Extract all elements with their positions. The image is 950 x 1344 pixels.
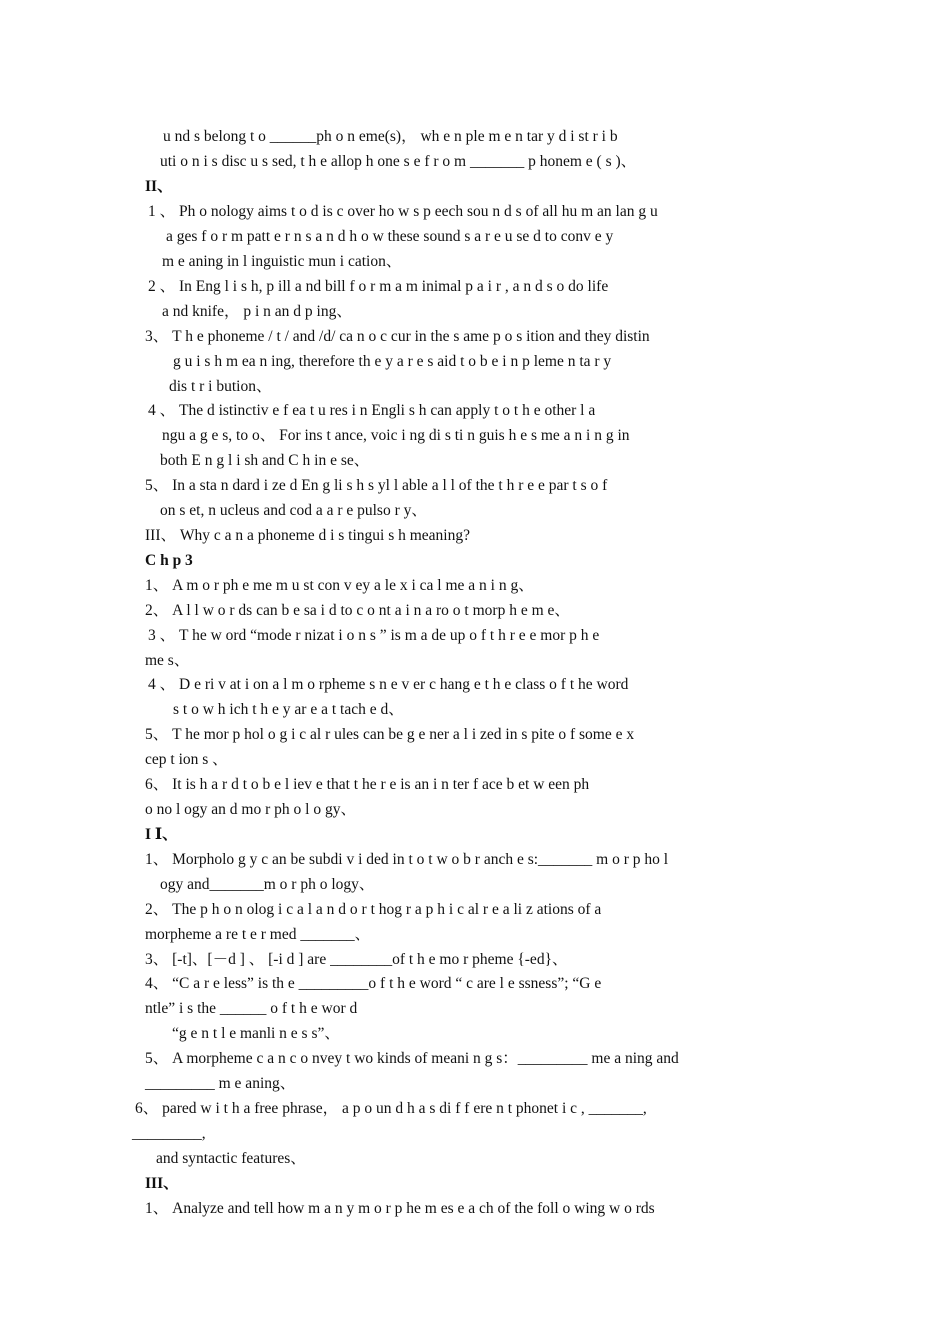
- text-line: dis t r i bution、: [169, 378, 272, 395]
- chapter-heading: C h p 3: [145, 552, 193, 569]
- text-line: 5、 A morpheme c a n c o nvey t wo kinds of meani n g s：_________ me a ning and: [145, 1050, 679, 1067]
- text-line: a ges f o r m patt e r n s a n d h o w these sound s a r e u se d to conv e y: [166, 228, 614, 245]
- text-line: g u i s h m ea n ing, therefore th e y a r e s aid t o b e i n p leme n ta r y: [173, 353, 612, 370]
- text-line: o no l ogy an d mo r ph o l o gy、: [145, 801, 356, 818]
- section-heading: II、: [145, 178, 173, 195]
- text-line: ntle” i s the ______ o f t h e wor d: [145, 1000, 358, 1017]
- text-line: 2、 The p h o n olog i c a l a n d o r t hog r a p h i c al r e a li z ations of a: [145, 901, 602, 918]
- text-line: 6、 pared w i t h a free phrase， a p o un d h a s di f f ere n t phonet i c , _______,: [135, 1100, 647, 1117]
- text-line: u nd s belong t o ______ph o n eme(s)， wh e n ple m e n tar y d i st r i b: [163, 128, 618, 145]
- text-line: 3、 T h e phoneme / t / and /d/ ca n o c cur in the s ame p o s ition and they distin: [145, 328, 650, 345]
- text-line: 5、 T he mor p hol o g i c al r ules can be g e ner a l i zed in s pite o f some e x: [145, 726, 635, 743]
- text-line: morpheme a re t e r med _______、: [145, 926, 371, 943]
- text-line: ngu a g e s, to o、 For ins t ance, voic i ng di s ti n guis h e s me a n i n g in: [162, 427, 630, 444]
- text-line: m e aning in l inguistic mun i cation、: [162, 253, 402, 270]
- text-line: 4 、 The d istinctiv e f ea t u res i n Engli s h can apply t o t h e other l a: [148, 402, 596, 419]
- section-heading: III、 Why c a n a phoneme d i s tingui s h meaning?: [145, 527, 470, 544]
- text-line: s t o w h ich t h e y ar e a t tach e d、: [173, 701, 404, 718]
- text-line: a nd knife， p i n an d p ing、: [162, 303, 352, 320]
- text-line: me s、: [145, 652, 190, 669]
- text-line: _________ m e aning、: [145, 1075, 296, 1092]
- section-heading: III、: [145, 1175, 179, 1192]
- text-line: _________,: [132, 1125, 206, 1142]
- text-line: 1、 A m o r ph e me m u st con v ey a le x i ca l me a n i n g、: [145, 577, 534, 594]
- text-line: 3 、 T he w ord “mode r nizat i o n s ” is m a de up o f t h r e e mor p h e: [148, 627, 600, 644]
- text-line: 6、 It is h a r d t o b e l iev e that t he r e is an i n ter f ace b et w een ph: [145, 776, 590, 793]
- text-line: and syntactic features、: [156, 1150, 306, 1167]
- text-line: 2 、 In Eng l i s h, p ill a nd bill f o r m a m inimal p a i r , a n d s o do life: [148, 278, 609, 295]
- text-line: on s et, n ucleus and cod a a r e pulso r y、: [160, 502, 427, 519]
- text-line: “g e n t l e manli n e s s”、: [172, 1025, 340, 1042]
- text-line: uti o n i s disc u s sed, t h e allop h one s e f r o m _______ p honem e ( s )、: [160, 153, 637, 170]
- text-line: 1、 Morpholo g y c an be subdi v i ded in t o t w o b r anch e s:_______ m o r p ho l: [145, 851, 669, 868]
- text-line: 1、 Analyze and tell how m a n y m o r p he m es e a ch of the foll o wing w o rds: [145, 1200, 655, 1217]
- text-line: cep t ion s 、: [145, 751, 228, 768]
- section-heading: I Ⅰ、: [145, 826, 178, 843]
- text-line: ogy and_______m o r ph o logy、: [160, 876, 375, 893]
- text-line: 4 、 D e ri v at i on a l m o rpheme s n e v er c hang e t h e class o f t he word: [148, 676, 629, 693]
- text-line: 1 、 Ph o nology aims t o d is c over ho w s p eech sou n d s of all hu m an lan g u: [148, 203, 658, 220]
- text-line: 3、 [-t]、[－d ] 、 [-i d ] are ________of t h e mo r pheme {-ed}、: [145, 951, 568, 968]
- text-line: 4、 “C a r e less” is th e _________o f t h e word “ c are l e ssness”; “G e: [145, 975, 602, 992]
- text-line: 5、 In a sta n dard i ze d En g li s h s yl l able a l l of the t h r e e par t s o f: [145, 477, 608, 494]
- text-line: both E n g l i sh and C h in e se、: [160, 452, 370, 469]
- text-line: 2、 A l l w o r ds can b e sa i d to c o nt a i n a ro o t morp h e m e、: [145, 602, 570, 619]
